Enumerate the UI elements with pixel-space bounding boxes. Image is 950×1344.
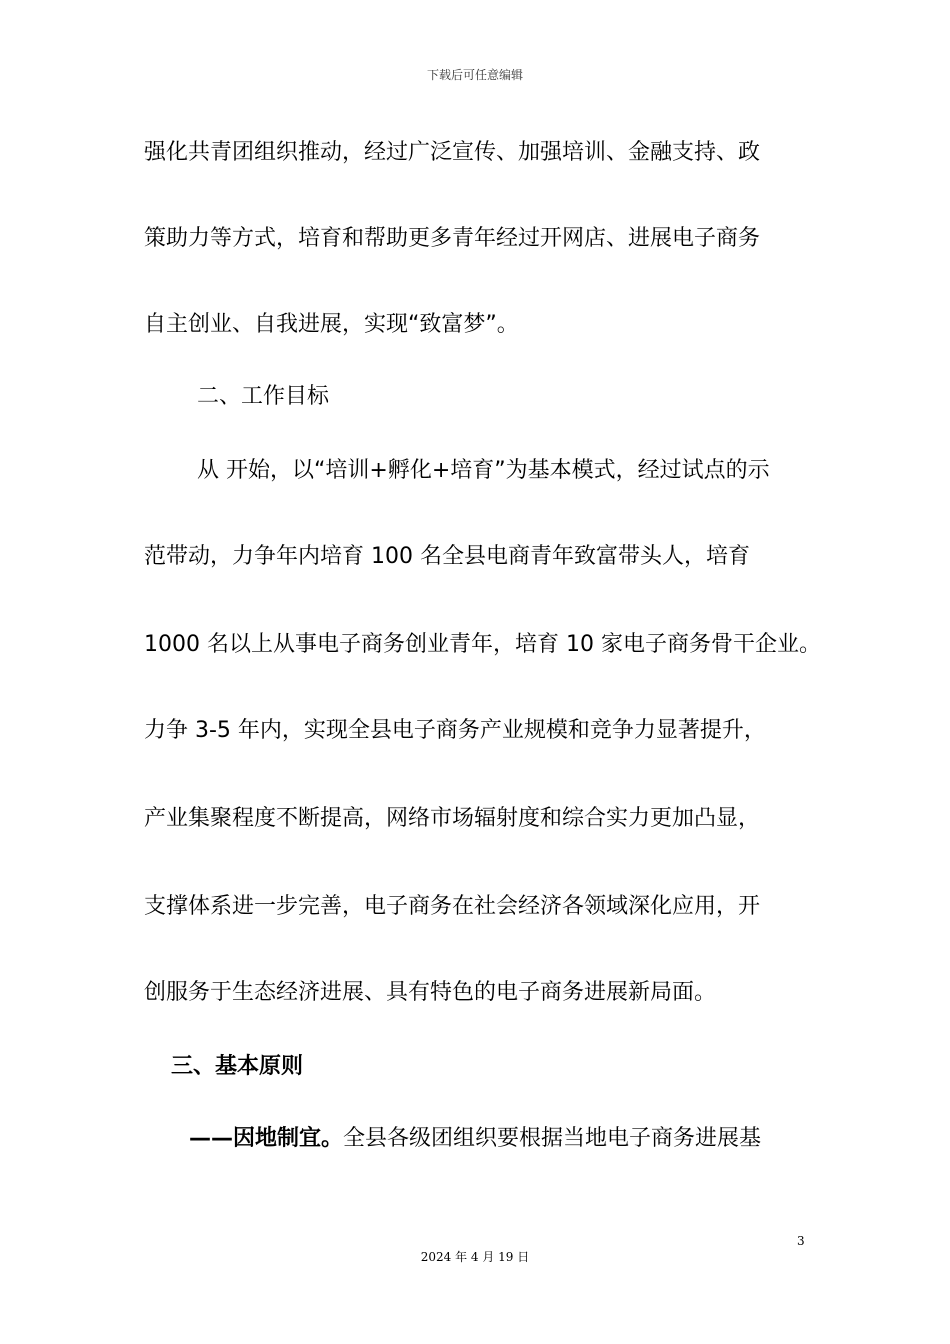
section-heading-goals: 二、工作目标 — [197, 384, 330, 409]
paragraph-line: 支撑体系进一步完善，电子商务在社会经济各领域深化应用，开 — [144, 894, 761, 919]
paragraph-line: 策助力等方式，培育和帮助更多青年经过开网店、进展电子商务 — [144, 226, 761, 251]
paragraph-line: 从 开始，以“培训+孵化+培育”为基本模式，经过试点的示 — [197, 458, 770, 483]
paragraph-line: 自主创业、自我进展，实现“致富梦”。 — [144, 312, 519, 337]
paragraph-line: 力争 3-5 年内，实现全县电子商务产业规模和竞争力显著提升， — [144, 718, 766, 743]
principle-title: ——因地制宜。 — [189, 1126, 344, 1151]
page-number: 3 — [797, 1234, 805, 1248]
paragraph-line: 范带动，力争年内培育 100 名全县电商青年致富带头人，培育 — [144, 544, 750, 569]
section-heading-principles: 三、基本原则 — [171, 1054, 304, 1079]
principle-text: 全县各级团组织要根据当地电子商务进展基 — [343, 1126, 762, 1151]
paragraph-line: 产业集聚程度不断提高，网络市场辐射度和综合实力更加凸显， — [144, 806, 761, 831]
paragraph-line — [189, 1124, 761, 1154]
paragraph-line: 创服务于生态经济进展、具有特色的电子商务进展新局面。 — [144, 980, 717, 1005]
paragraph-line: 1000 名以上从事电子商务创业青年，培育 10 家电子商务骨干企业。 — [144, 632, 821, 657]
footer-date: 2024 年 4 月 19 日 — [420, 1250, 530, 1264]
paragraph-line: 强化共青团组织推动，经过广泛宣传、加强培训、金融支持、政 — [144, 140, 761, 165]
page-header: 下载后可任意编辑 — [426, 68, 523, 82]
